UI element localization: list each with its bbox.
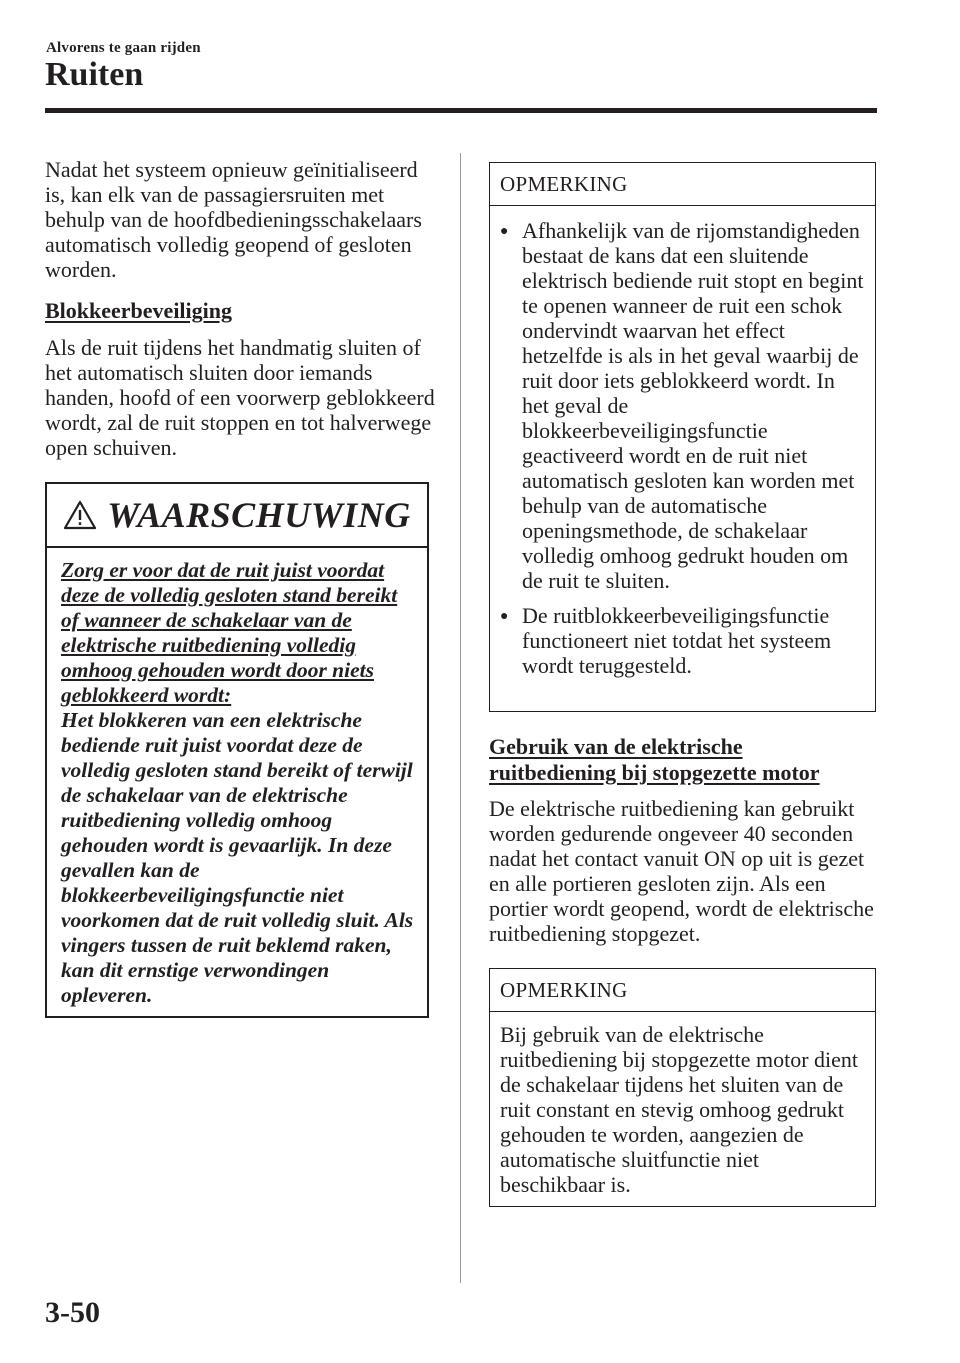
note-2-title: OPMERKING bbox=[490, 969, 875, 1012]
bullet-dot-icon: ● bbox=[500, 224, 509, 239]
page-number: 3-50 bbox=[45, 1296, 100, 1329]
note-1-bullet bbox=[500, 603, 867, 678]
note-1-title: OPMERKING bbox=[490, 163, 875, 206]
warning-title: WAARSCHUWING bbox=[107, 495, 411, 535]
blokkeer-paragraph: Als de ruit tijdens het handmatig sluiten of het automatisch sluiten door iemands handen, hoofd of een voorwerp geblokkeerd wordt, zal de ruit stoppen en tot halverwege open schuiven. bbox=[45, 335, 435, 460]
warning-underlined-text: Zorg er voor dat de ruit juist voordat deze de volledig gesloten stand bereikt of wanneer de schakelaar van de elektrische ruitbediening volledig omhoog gehouden wordt door niets geblokkeerd wordt: bbox=[61, 558, 398, 707]
section-label: Alvorens te gaan rijden bbox=[46, 40, 201, 56]
note-2-body: Bij gebruik van de elektrische ruitbediening bij stopgezette motor dient de schakelaar tijdens het sluiten van de ruit constant en stevig omhoog gedrukt gehouden te worden, aangezien de automatische sluitfunctie niet beschikbaar is. bbox=[500, 1022, 859, 1197]
warning-box bbox=[45, 482, 429, 1018]
intro-paragraph: Nadat het systeem opnieuw geïnitialiseerd is, kan elk van de passagiersruiten met behulp van de hoofdbedieningsschakelaars automatisch volledig geopend of gesloten worden. bbox=[45, 157, 422, 282]
bullet-dot-icon: ● bbox=[500, 609, 509, 624]
warning-header bbox=[47, 484, 427, 548]
note-1-body bbox=[490, 206, 875, 678]
bullet-text: De ruitblokkeerbeveiligingsfunctie functioneert niet totdat het systeem wordt teruggesteld. bbox=[522, 603, 832, 678]
stopgezette-motor-paragraph: De elektrische ruitbediening kan gebruikt worden gedurende ongeveer 40 seconden nadat het contact vanuit ON op uit is gezet en alle portieren gesloten zijn. Als een portier wordt geopend, wordt de elektrische ruitbediening stopgezet. bbox=[489, 796, 874, 946]
warning-triangle-icon bbox=[63, 500, 97, 530]
page-title: Ruiten bbox=[45, 56, 144, 93]
column-divider bbox=[460, 153, 461, 1283]
note-box-2 bbox=[489, 968, 876, 1207]
section-heading-stopgezette-motor-line2: ruitbediening bij stopgezette motor bbox=[489, 760, 820, 785]
header-divider bbox=[45, 108, 877, 113]
note-1-bullet bbox=[500, 218, 867, 593]
warning-text: Het blokkeren van een elektrische bediende ruit juist voordat deze de volledig gesloten stand bereikt of terwijl de schakelaar van de elektrische ruitbediening volledig omhoog gehouden wordt is gevaarlijk. In deze gevallen kan de blokkeerbeveiligingsfunctie niet voorkomen dat de ruit volledig sluit. Als vingers tussen de ruit beklemd raken, kan dit ernstige verwondingen opleveren. bbox=[61, 708, 414, 1007]
note-box-1 bbox=[489, 162, 876, 712]
bullet-text: Afhankelijk van de rijomstandigheden bestaat de kans dat een sluitende elektrisch bediende ruit stopt en begint te openen wanneer de ruit een schok ondervindt waarvan het effect hetzelfde is als in het geval waarbij de ruit door iets geblokkeerd wordt. In het geval de blokkeerbeveiligingsfunctie geactiveerd wordt en de ruit niet automatisch gesloten kan worden met behulp van de automatische openingsmethode, de schakelaar volledig omhoog gedrukt houden om de ruit te sluiten. bbox=[522, 218, 864, 593]
section-heading-stopgezette-motor-line1: Gebruik van de elektrische bbox=[489, 734, 743, 759]
section-heading-blokkeerbeveiliging: Blokkeerbeveiliging bbox=[45, 298, 232, 323]
warning-body bbox=[47, 548, 427, 1008]
